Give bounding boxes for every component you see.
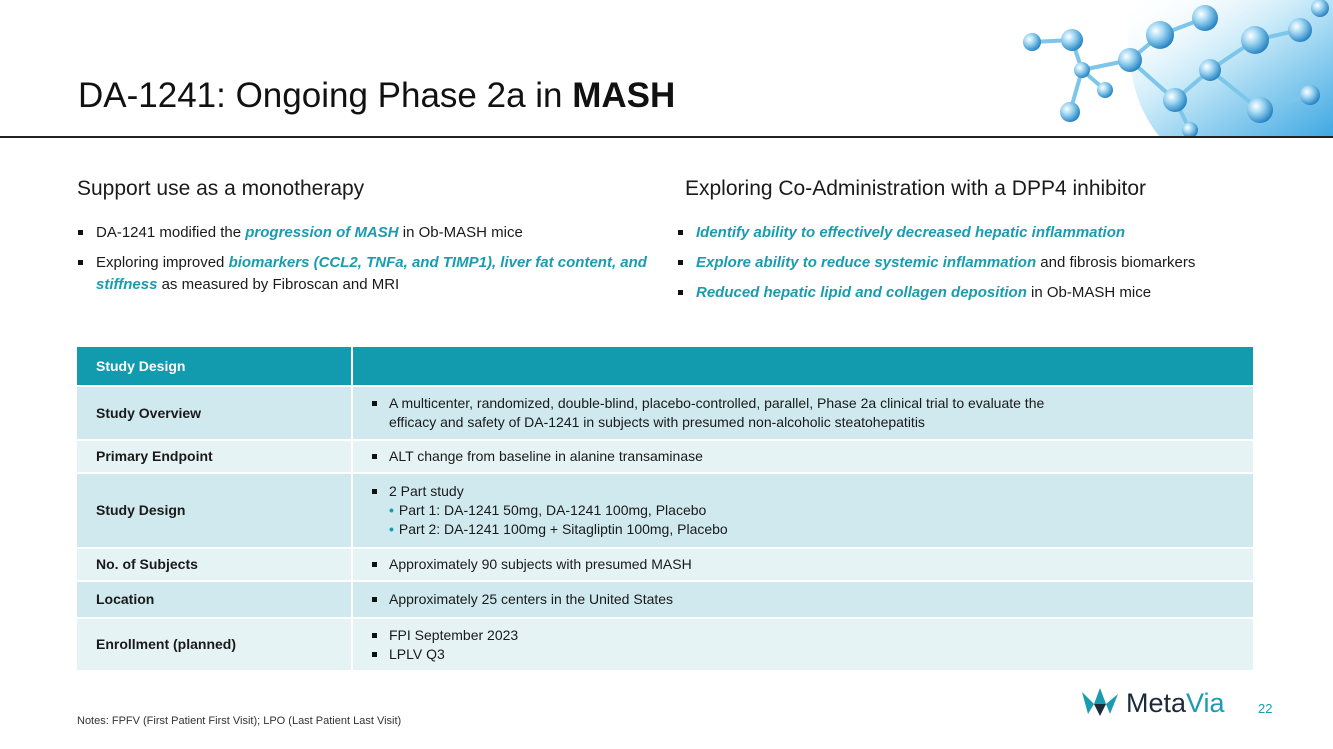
list-item [678,252,1278,274]
metavia-logo-icon [1080,688,1120,718]
coadministration-bullets [678,222,1278,312]
logo-meta: Meta [1126,688,1187,718]
monotherapy-bullets [78,222,668,304]
table-header-blank [352,347,1253,386]
list-item [678,222,1278,244]
table-header: Study Design [77,347,352,386]
row-label: Study Overview [77,386,352,440]
endpoint-text: ALT change from baseline in alanine transaminase [389,448,703,464]
overview-line-1: A multicenter, randomized, double-blind, placebo-controlled, parallel, Phase 2a clinical trial to evaluate the [389,395,1045,411]
study-design-table [77,347,1253,670]
table-row [77,548,1253,581]
row-label: No. of Subjects [77,548,352,581]
table-row [77,440,1253,473]
overview-line-2: efficacy and safety of DA-1241 in subjects with presumed non-alcoholic steatohepatitis [389,414,925,430]
row-label: Primary Endpoint [77,440,352,473]
enroll-lplv: LPLV Q3 [389,645,445,662]
page-number: 22 [1258,701,1273,716]
table-row [77,473,1253,548]
row-value [352,581,1253,618]
coadministration-heading: Exploring Co-Administration with a DPP4 inhibitor [685,177,1147,200]
bullet-text: DA-1241 modified the [96,224,246,241]
enroll-fpi: FPI September 2023 [389,626,519,643]
bullet-text: in Ob-MASH mice [398,224,523,241]
table-row [77,386,1253,440]
bullet-text: Exploring improved [96,254,229,271]
logo-via: Via [1186,688,1225,718]
molecule-illustration [1010,0,1333,137]
metavia-logo-text [1126,688,1225,719]
table-row [77,581,1253,618]
subjects-text: Approximately 90 subjects with presumed MASH [389,556,692,572]
row-value [352,618,1253,670]
bullet-text: in Ob-MASH mice [1026,284,1152,301]
row-label: Enrollment (planned) [77,618,352,670]
table-row [77,618,1253,670]
bullet-highlight: Explore ability to reduce systemic inflammation [696,254,1037,271]
design-part-1: Part 1: DA-1241 50mg, DA-1241 100mg, Placebo [398,502,707,518]
list-item [78,252,668,296]
slide-title [78,76,675,116]
row-value [352,548,1253,581]
bullet-highlight: Identify ability to effectively decreased hepatic inflammation [696,224,1126,241]
row-label: Location [77,581,352,618]
slide-title-prefix: DA-1241: Ongoing Phase 2a in [78,76,573,115]
bullet-text: and fibrosis biomarkers [1036,254,1196,271]
design-main-text: 2 Part study [389,483,464,499]
footnote: Notes: FPFV (First Patient First Visit); LPO (Last Patient Last Visit) [77,715,402,727]
location-text: Approximately 25 centers in the United States [389,591,674,607]
bullet-text: as measured by Fibroscan and MRI [157,276,400,293]
bullet-highlight: biomarkers (CCL2, TNFa, and TIMP1), liver fat content, and stiffness [96,254,647,293]
design-part-2: Part 2: DA-1241 100mg + Sitagliptin 100mg, Placebo [398,521,728,537]
title-divider [0,136,1333,138]
row-value [352,440,1253,473]
bullet-highlight: Reduced hepatic lipid and collagen deposition [696,284,1027,301]
row-value: 2 Part study • Part 1: DA-1241 50mg, DA-1241 100mg, Placebo • Part 2: DA-1241 100mg + Sitagliptin 100mg, Placebo [352,473,1253,548]
row-value [352,386,1253,440]
list-item [678,282,1278,304]
row-label: Study Design [77,473,352,548]
list-item [78,222,668,244]
monotherapy-heading: Support use as a monotherapy [77,177,365,200]
table-header-row [77,347,1253,386]
bullet-highlight: progression of MASH [245,224,399,241]
slide-title-bold: MASH [572,76,676,115]
